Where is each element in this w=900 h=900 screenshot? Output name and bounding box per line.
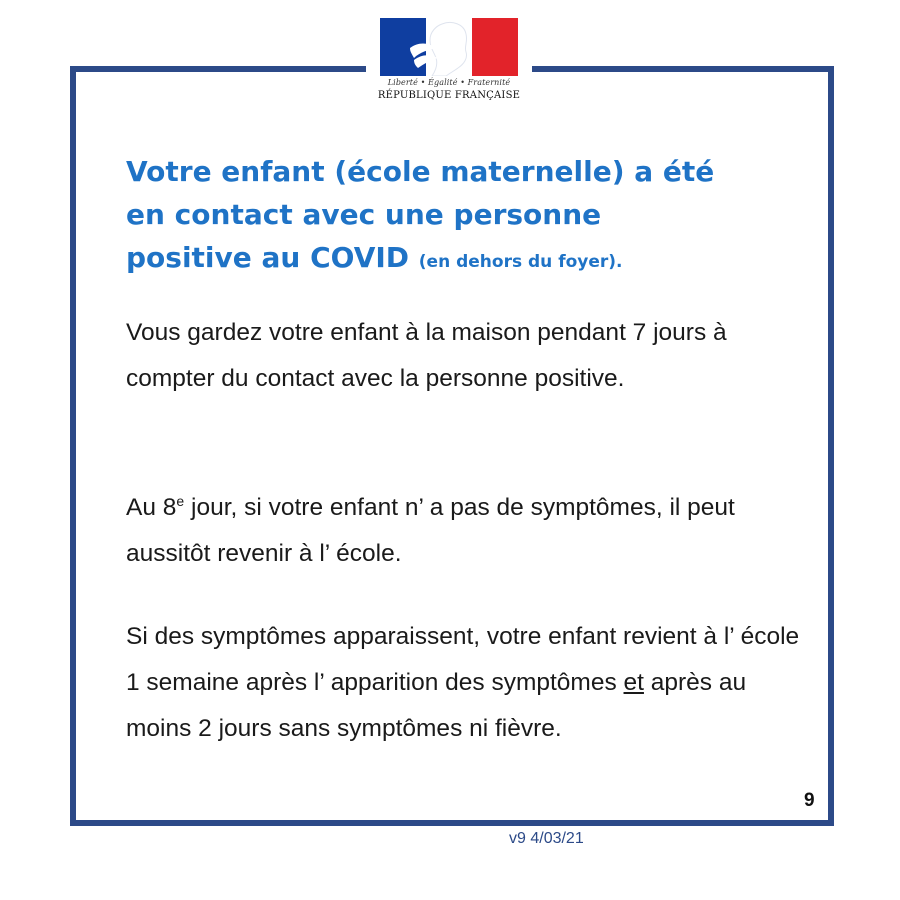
version-date: v9 4/03/21	[509, 830, 584, 847]
page-title	[126, 150, 806, 284]
paragraph-day-eight	[126, 485, 806, 577]
logo-republique-francaise: RÉPUBLIQUE FRANÇAISE	[377, 90, 521, 101]
ordinal-superscript: e	[176, 492, 185, 509]
underlined-et: et	[623, 669, 644, 696]
paragraph-symptoms-rest: après au moins 2 jours sans symptômes ni fièvre.	[126, 669, 747, 742]
title-line2: en contact avec une personne	[126, 198, 602, 231]
paragraph-quarantine: Vous gardez votre enfant à la maison pendant 7 jours à compter du contact avec la personne positive.	[126, 319, 727, 392]
title-paren1: (école maternelle)	[334, 155, 625, 188]
title-line3: positive au COVID	[126, 241, 410, 274]
logo-motto: Liberté • Égalité • Fraternité	[387, 78, 511, 87]
title-paren2: (en dehors du foyer).	[418, 252, 623, 272]
paragraph-day-eight-start: Au 8	[126, 494, 177, 521]
paragraph-symptoms	[126, 614, 806, 752]
title-line1-end: a été	[634, 155, 715, 188]
marianne-flag-icon	[380, 18, 518, 76]
page-number: 9	[804, 790, 815, 811]
paragraph-symptoms-start: Si des symptômes apparaissent, votre enfant revient à l’ école 1 semaine après l’ apparition des symptômes	[126, 623, 800, 696]
paragraph-day-eight-rest: jour, si votre enfant n’ a pas de symptômes, il peut aussitôt revenir à l’ école.	[126, 494, 735, 567]
title-line1: Votre enfant	[126, 155, 325, 188]
republique-francaise-logo	[366, 10, 532, 120]
